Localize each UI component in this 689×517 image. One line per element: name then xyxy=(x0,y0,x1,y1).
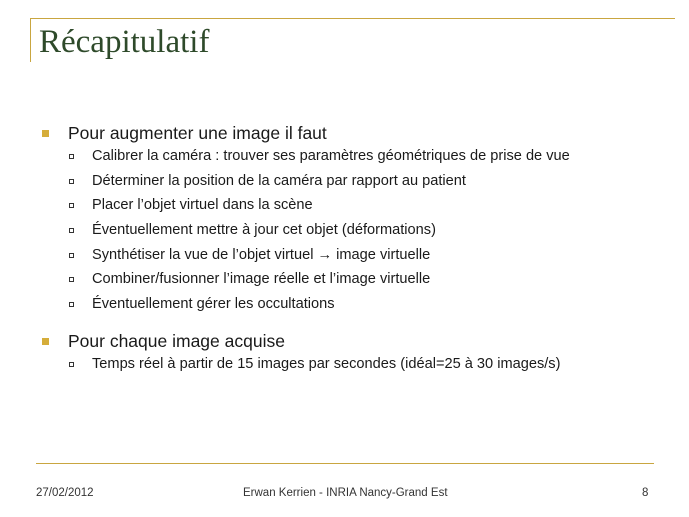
list-item-text: Éventuellement gérer les occultations xyxy=(92,296,335,313)
footer-divider xyxy=(36,463,654,464)
list-item xyxy=(40,169,670,194)
title-frame-horizontal-line xyxy=(30,18,675,19)
section-spacer xyxy=(40,317,670,330)
list-item xyxy=(40,243,670,268)
list-item xyxy=(40,218,670,243)
list-item-text: Temps réel à partir de 15 images par secondes (idéal=25 à 30 images/s) xyxy=(92,355,561,372)
slide-title: Récapitulatif xyxy=(39,24,210,60)
hollow-square-bullet-icon xyxy=(69,228,74,233)
square-bullet-icon xyxy=(42,130,49,137)
hollow-square-bullet-icon xyxy=(69,179,74,184)
section-heading xyxy=(40,122,670,144)
list-item xyxy=(40,193,670,218)
list-item xyxy=(40,292,670,317)
square-bullet-icon xyxy=(42,338,49,345)
footer-author: Erwan Kerrien - INRIA Nancy-Grand Est xyxy=(243,487,448,499)
section-heading-text: Pour augmenter une image il faut xyxy=(68,123,327,143)
list-item-text: Synthétiser la vue de l’objet virtuel → image virtuelle xyxy=(92,246,431,263)
title-frame-vertical-line xyxy=(30,18,31,62)
hollow-square-bullet-icon xyxy=(69,154,74,159)
hollow-square-bullet-icon xyxy=(69,302,74,307)
slide-body xyxy=(40,122,670,377)
footer-date: 27/02/2012 xyxy=(36,487,94,499)
section-heading-text: Pour chaque image acquise xyxy=(68,330,285,351)
list-item-text: Calibrer la caméra : trouver ses paramètres géométriques de prise de vue xyxy=(92,148,570,164)
hollow-square-bullet-icon xyxy=(69,203,74,208)
list-item xyxy=(40,267,670,292)
list-item-text: Combiner/fusionner l’image réelle et l’image virtuelle xyxy=(92,271,431,288)
hollow-square-bullet-icon xyxy=(69,362,74,367)
page-number: 8 xyxy=(642,487,649,499)
hollow-square-bullet-icon xyxy=(69,253,74,258)
hollow-square-bullet-icon xyxy=(69,277,74,282)
list-item-text: Placer l’objet virtuel dans la scène xyxy=(92,197,313,214)
list-item-text: Déterminer la position de la caméra par rapport au patient xyxy=(92,172,466,189)
list-item xyxy=(40,144,670,169)
list-item xyxy=(40,352,670,377)
list-item-text: Éventuellement mettre à jour cet objet (déformations) xyxy=(92,222,436,239)
section-heading xyxy=(40,330,670,352)
